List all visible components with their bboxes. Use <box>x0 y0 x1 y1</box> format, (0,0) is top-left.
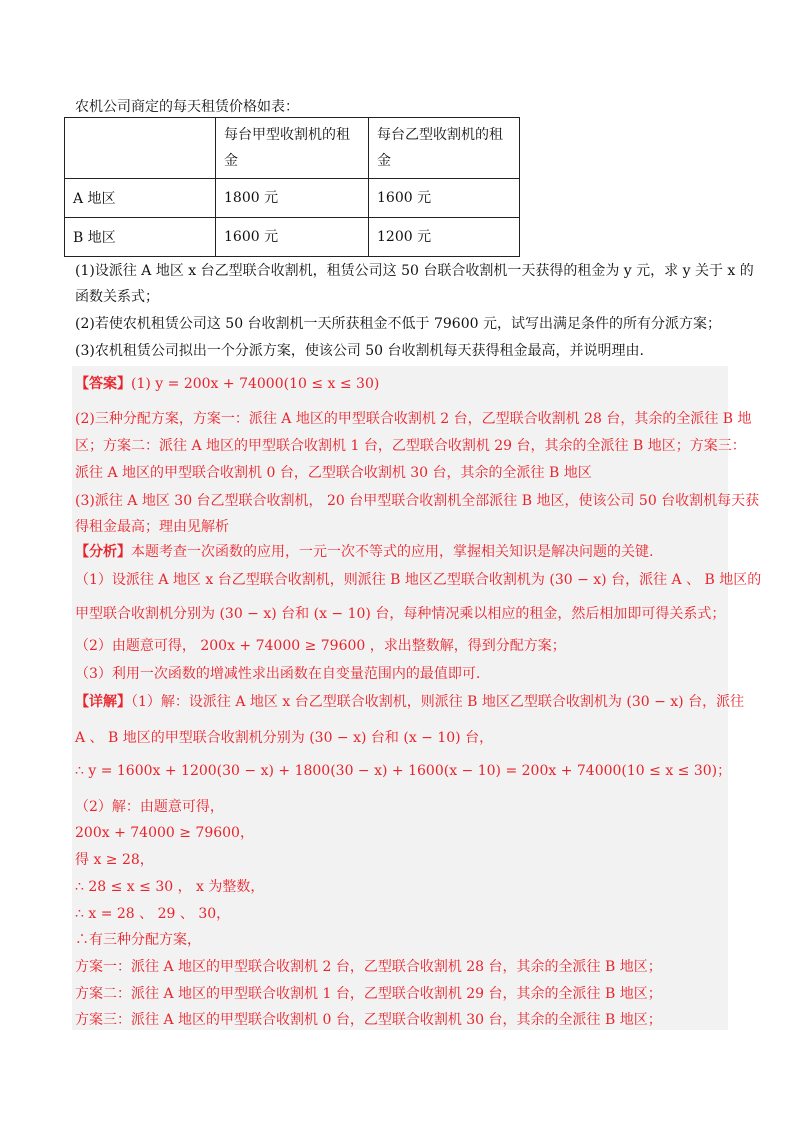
table-cell: A 地区 <box>65 179 216 218</box>
detail-line: 方案一：派往 A 地区的甲型联合收割机 2 台，乙型联合收割机 28 台，其余的全派往 B 地区； <box>75 959 662 975</box>
table-cell: 每台乙型收割机的租金 <box>369 118 520 179</box>
analysis-text: 本题考查一次函数的应用，一元一次不等式的应用，掌握相关知识是解决问题的关键. <box>131 544 654 560</box>
question-line: (2)若使农机租赁公司这 50 台收割机一天所获租金不低于 79600 元，试写出满足条件的所有分派方案； <box>75 316 721 332</box>
detail-line: ∴ y = 1600x + 1200(30 − x) + 1800(30 − x) + 1600(x − 10) = 200x + 74000(10 ≤ x ≤ 30)； <box>75 763 732 779</box>
detail-tag: 【详解】 <box>75 694 131 710</box>
analysis-tag: 【分析】 <box>75 544 131 560</box>
price-table <box>64 117 520 257</box>
detail-line: A 、 B 地区的甲型联合收割机分别为 (30 − x) 台和 (x − 10) 台， <box>75 730 494 746</box>
answer-line: 得租金最高；理由见解析 <box>75 519 229 535</box>
detail-line: 200x + 74000 ≥ 79600， <box>75 825 254 841</box>
analysis-line: （1）设派往 A 地区 x 台乙型联合收割机，则派往 B 地区乙型联合收割机为 (30 − x) 台，派往 A 、 B 地区的 <box>75 572 762 588</box>
question-line: (3)农机租赁公司拟出一个分派方案，使该公司 50 台收割机每天获得租金最高，并说明理由. <box>75 343 644 359</box>
analysis-line: 甲型联合收割机分别为 (30 − x) 台和 (x − 10) 台，每种情况乘以相应的租金，然后相加即可得关系式； <box>75 606 726 622</box>
detail-text: （1）解：设派往 A 地区 x 台乙型联合收割机，则派往 B 地区乙型联合收割机为 (30 − x) 台，派往 <box>131 694 745 710</box>
answer-tag: 【答案】 <box>75 376 131 392</box>
intro-text: 农机公司商定的每天租赁价格如表： <box>75 99 299 115</box>
answer-line: (3)派往 A 地区 30 台乙型联合收割机， 20 台甲型联合收割机全部派往 B 地区，使该公司 50 台收割机每天获 <box>75 493 760 509</box>
table-cell: 每台甲型收割机的租金 <box>216 118 369 179</box>
table-cell: 1200 元 <box>369 218 520 257</box>
answer-line <box>75 373 379 393</box>
analysis-line: （3）利用一次函数的增减性求出函数在自变量范围内的最值即可. <box>75 666 481 682</box>
detail-line: 得 x ≥ 28， <box>75 852 154 868</box>
detail-line: 方案二：派往 A 地区的甲型联合收割机 1 台，乙型联合收割机 29 台，其余的全派往 B 地区； <box>75 986 662 1002</box>
table-header-row <box>65 118 520 179</box>
detail-line: （2）解：由题意可得， <box>75 799 224 815</box>
detail-line: 方案三：派往 A 地区的甲型联合收割机 0 台，乙型联合收割机 30 台，其余的全派往 B 地区； <box>75 1012 662 1028</box>
table-row <box>65 218 520 257</box>
table-cell: 1600 元 <box>216 218 369 257</box>
detail-line: ∴ 28 ≤ x ≤ 30 ， x 为整数， <box>75 879 265 895</box>
detail-line <box>75 691 744 711</box>
detail-line: ∴ x = 28 、 29 、 30， <box>75 906 231 922</box>
table-cell: 1600 元 <box>369 179 520 218</box>
table-row <box>65 179 520 218</box>
table-cell: 1800 元 <box>216 179 369 218</box>
table-cell: B 地区 <box>65 218 216 257</box>
answer-line: 派往 A 地区的甲型联合收割机 0 台，乙型联合收割机 30 台，其余的全派往 B 地区 <box>75 465 592 481</box>
question-line: (1)设派往 A 地区 x 台乙型联合收割机，租赁公司这 50 台联合收割机一天获得的租金为 y 元，求 y 关于 x 的 <box>75 263 754 279</box>
analysis-line <box>75 541 653 561</box>
detail-line: ∴有三种分配方案， <box>75 932 201 948</box>
answer-line: 区；方案二：派往 A 地区的甲型联合收割机 1 台，乙型联合收割机 29 台，其余的全派往 B 地区；方案三： <box>75 438 746 454</box>
answer-line: (2)三种分配方案，方案一：派往 A 地区的甲型联合收割机 2 台，乙型联合收割机 28 台，其余的全派往 B 地 <box>75 411 752 427</box>
table-cell <box>65 118 216 179</box>
question-line: 函数关系式； <box>75 289 159 305</box>
answer-text: (1) y = 200x + 74000(10 ≤ x ≤ 30) <box>131 376 380 392</box>
analysis-line: （2）由题意可得， 200x + 74000 ≥ 79600 ，求出整数解，得到分配方案； <box>75 638 566 654</box>
